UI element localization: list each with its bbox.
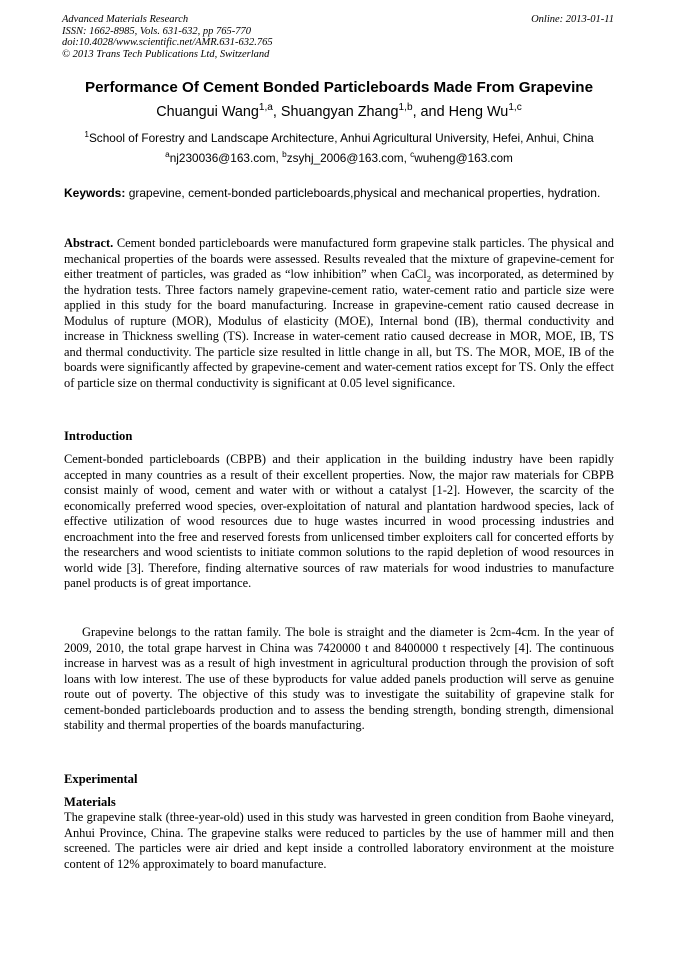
affiliation-mark: 1 bbox=[84, 130, 89, 140]
experimental-heading: Experimental bbox=[64, 772, 138, 786]
author-separator: , and bbox=[412, 104, 449, 120]
journal-doi[interactable]: doi:10.4028/www.scientific.net/AMR.631-632.765 bbox=[62, 37, 273, 48]
introduction-paragraph-1: Cement-bonded particleboards (CBPB) and their application in the building industry have been rapidly accepted in many countries as a result of their excellent properties. Now, the major raw materials for CBPB consist mainly of wood, cement and water with or without a catalyst [1-2]. However, the scarcity of the economically preferred wood species, over-exploitation of natural and plantation hardwood species, lack of effective utilization of wood resources due to huge wastes incurred in wood processing industries and encroachment into the free and reserved forests from unlicensed timber exploiters call for concerted efforts by the researchers and wood scientists to initiate common solutions to the rapid depletion of wood resources in world wide [3]. Therefore, finding alternative sources of raw materials for wood industries to manufacture panel products is of great importance. bbox=[64, 452, 614, 590]
abstract-text: Cement bonded particleboards were manufactured form grapevine stalk particles. The physical and mechanical properties of the boards were assessed. Results revealed that the mixture of grapevine-cement for either treatment of particles, was graded as “low inhibition” when CaCl bbox=[64, 236, 614, 281]
keywords-text: grapevine, cement-bonded particleboards,physical and mechanical properties, hydration. bbox=[125, 186, 601, 200]
abstract bbox=[64, 236, 614, 391]
materials-paragraph: The grapevine stalk (three-year-old) used in this study was harvested in green condition from Baohe vineyard, Anhui Province, China. The grapevine stalks were reduced to particles by the use of hammer mill and then screened. The particles were air dried and kept inside a controlled laboratory environment at the moisture content of 12% approximately to board manufacture. bbox=[64, 810, 614, 871]
paper-title: Performance Of Cement Bonded Particleboards Made From Grapevine bbox=[84, 79, 594, 96]
email-separator: , bbox=[275, 151, 283, 165]
keywords-label: Keywords: bbox=[64, 186, 126, 200]
email-link[interactable]: wuheng@163.com bbox=[414, 151, 513, 165]
journal-header bbox=[62, 14, 273, 60]
email-mark: c bbox=[410, 150, 415, 160]
journal-name: Advanced Materials Research bbox=[62, 14, 189, 25]
abstract-subscript: 2 bbox=[426, 273, 432, 284]
email-link[interactable]: nj230036@163.com bbox=[169, 151, 276, 165]
abstract-label: Abstract. bbox=[64, 236, 114, 250]
abstract-text-cont: was incorporated, as determined by the hydration tests. Three factors namely grapevine-cement ratio, water-cement ratio and particle size were applied in this study for the board manufacturing. Increase in grapevine-cement ratio caused decrease in Modulus of rupture (MOR), Modulus of elasticity (MOE), Internal bond (IB), thermal conductivity and increase in Thickness swelling (TS). Increase in water-cement ratio caused decrease in MOR, MOE, IB, TS and thermal conductivity. The particle size resulted in little change in all, but TS. The MOR, MOE, IB of the boards were significantly affected by grapevine-cement and water-cement ratios except for TS. Only the effect of particle size on thermal conductivity is significant at 0.05 level significance. bbox=[64, 267, 614, 390]
email-mark: b bbox=[282, 150, 287, 160]
introduction-heading: Introduction bbox=[64, 429, 133, 443]
author-affil-mark: 1,c bbox=[508, 102, 522, 114]
journal-issn: ISSN: 1662-8985, Vols. 631-632, pp 765-770 bbox=[62, 25, 251, 37]
author-affil-mark: 1,a bbox=[258, 102, 273, 114]
email-link[interactable]: zsyhj_2006@163.com bbox=[286, 151, 404, 165]
author-name: Heng Wu bbox=[448, 104, 509, 120]
author-name: Shuangyan Zhang bbox=[280, 104, 399, 120]
keywords bbox=[64, 186, 614, 201]
materials-heading: Materials bbox=[64, 795, 116, 809]
email-mark: a bbox=[165, 150, 170, 160]
author-list bbox=[40, 104, 638, 120]
affiliation bbox=[40, 131, 638, 145]
author-name: Chuangui Wang bbox=[156, 104, 259, 120]
author-separator: , bbox=[272, 104, 281, 120]
author-affil-mark: 1,b bbox=[398, 102, 413, 114]
journal-copyright: © 2013 Trans Tech Publications Ltd, Switzerland bbox=[62, 48, 270, 60]
email-separator: , bbox=[403, 151, 411, 165]
online-date: Online: 2013-01-11 bbox=[531, 14, 614, 25]
introduction-paragraph-2: Grapevine belongs to the rattan family. The bole is straight and the diameter is 2cm-4cm. In the year of 2009, 2010, the total grape harvest in China was 7420000 t and 8400000 t respectively [4]. The continuous increase in harvest was as a result of high investment in agricultural production through the provision of soft loans with low interest. The use of these byproducts for value added panels production will serve as genuine route out of poverty. The objective of this study was to investigate the suitability of grapevine stalk for cement-bonded particleboards production and to assess the bending strength, bonding strength, dimensional stability and thermal properties of the boards manufacturing. bbox=[64, 625, 614, 732]
author-emails bbox=[40, 151, 638, 165]
affiliation-text: School of Forestry and Landscape Architecture, Anhui Agricultural University, Hefei, Anhui, China bbox=[88, 131, 594, 145]
